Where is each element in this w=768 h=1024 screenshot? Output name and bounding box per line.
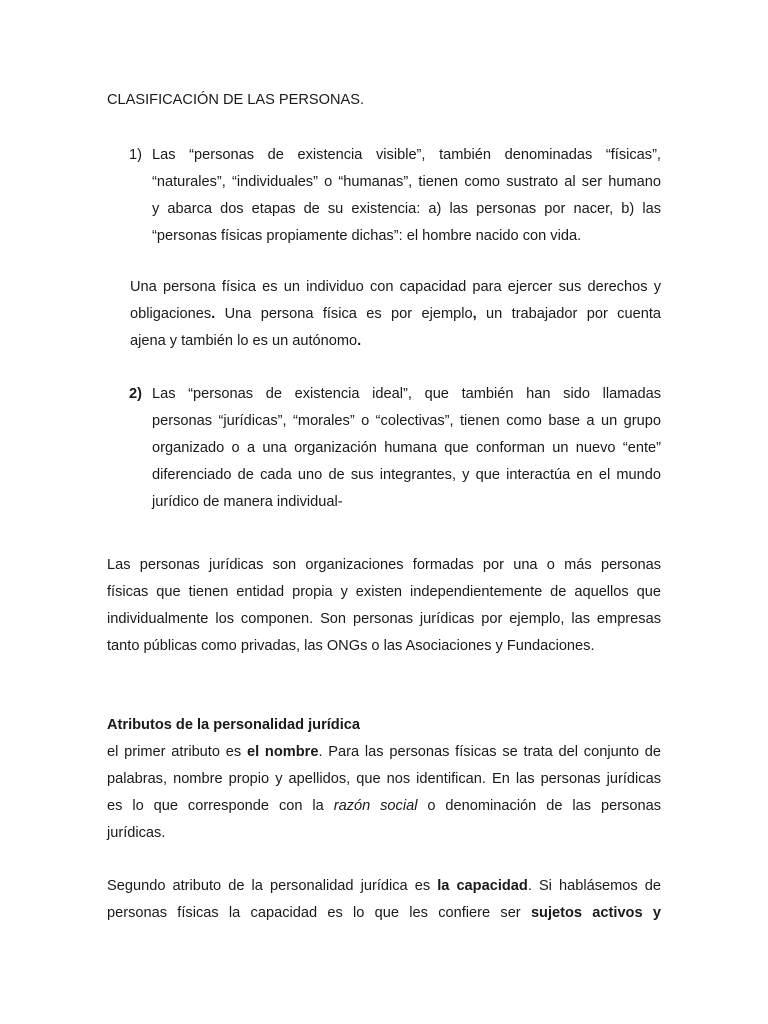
item-1-line: y abarca dos etapas de su existencia: a) las personas por nacer, b) las: [152, 201, 661, 217]
bold-run: el nombre: [246, 744, 319, 760]
paragraph-capacidad: [107, 873, 661, 927]
paragraph-line: [107, 739, 661, 766]
paragraph-line: [130, 301, 661, 328]
text-run: un trabajador por cuenta: [476, 306, 662, 322]
text-run: el primer atributo es: [107, 744, 247, 760]
text-run: Segundo atributo de la personalidad jurídica es: [107, 878, 438, 894]
bold-run: ,: [472, 306, 477, 322]
paragraph-line: [130, 328, 661, 355]
text-run: personas físicas la capacidad es lo que les confiere ser: [107, 905, 531, 921]
item-1-line: “personas físicas propiamente dichas”: el hombre nacido con vida.: [152, 228, 582, 244]
text-run: ajena y también lo es un autónomo: [130, 333, 358, 349]
item-1-text: [152, 142, 661, 250]
paragraph-line: [107, 793, 661, 820]
section-heading: [107, 712, 360, 739]
document-title: [107, 87, 364, 114]
item-2-line: diferenciado de cada uno de sus integrantes, y que interactúa en el mundo: [152, 467, 661, 483]
item-2-line: jurídico de manera individual-: [152, 494, 343, 510]
italic-run: razón social: [333, 798, 418, 814]
bold-run: sujetos activos y: [530, 905, 661, 921]
paragraph-line: [107, 900, 661, 927]
bold-run: .: [357, 333, 362, 349]
item-2-line: personas “jurídicas”, “morales” o “colectivas”, tienen como base a un grupo: [152, 413, 661, 429]
paragraph-line: Las personas jurídicas son organizaciones formadas por una o más personas: [107, 557, 661, 573]
text-run: es lo que corresponde con la: [107, 798, 334, 814]
paragraph-line: [107, 873, 661, 900]
item-1-line: Las “personas de existencia visible”, también denominadas “físicas”,: [152, 147, 661, 163]
paragraph-line: tanto públicas como privadas, las ONGs o las Asociaciones y Fundaciones.: [107, 638, 595, 654]
paragraph-line: Una persona física es un individuo con capacidad para ejercer sus derechos y: [130, 279, 661, 295]
paragraph-personas-juridicas: [107, 552, 661, 660]
item-2-number: 2): [129, 386, 142, 402]
item-2-line: Las “personas de existencia ideal”, que también han sido llamadas: [152, 386, 661, 402]
paragraph-persona-fisica: [130, 274, 661, 355]
text-run: o denominación de las personas: [417, 798, 661, 814]
item-1-line: “naturales”, “individuales” o “humanas”, tienen como sustrato al ser humano: [152, 174, 661, 190]
text-run: . Si hablásemos de: [527, 878, 661, 894]
paragraph-line: palabras, nombre propio y apellidos, que nos identifican. En las personas jurídicas: [107, 771, 661, 787]
text-run: . Para las personas físicas se trata del conjunto de: [318, 744, 661, 760]
paragraph-line: jurídicas.: [107, 825, 166, 841]
text-run: Una persona física es por ejemplo: [215, 306, 473, 322]
bold-run: .: [211, 306, 216, 322]
title-text: CLASIFICACIÓN DE LAS PERSONAS.: [107, 92, 365, 108]
text-run: obligaciones: [130, 306, 212, 322]
bold-run: la capacidad: [437, 878, 528, 894]
item-2-line: organizado o a una organización humana que conforman un nuevo “ente”: [152, 440, 661, 456]
item-2-text: [152, 381, 661, 516]
paragraph-line: físicas que tienen entidad propia y existen independientemente de aquellos que: [107, 584, 661, 600]
section-heading-text: Atributos de la personalidad jurídica: [107, 717, 361, 733]
item-1-number: 1): [129, 147, 142, 163]
paragraph-nombre: [107, 739, 661, 847]
paragraph-line: individualmente los componen. Son personas jurídicas por ejemplo, las empresas: [107, 611, 661, 627]
